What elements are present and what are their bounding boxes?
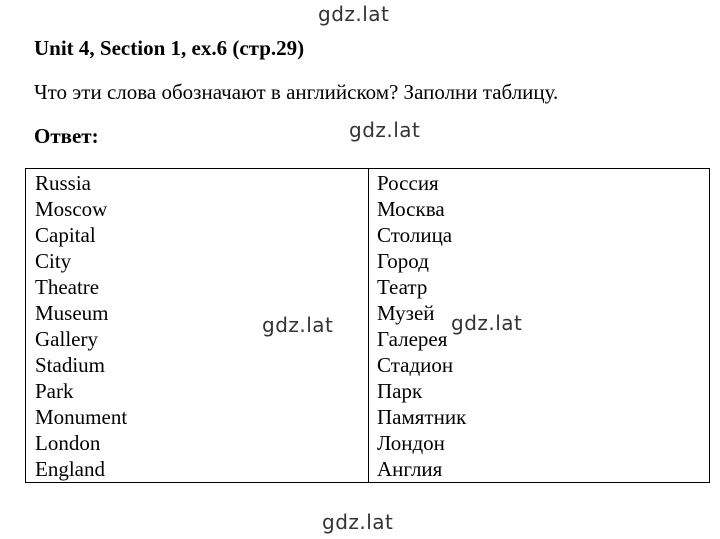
- russian-word: Памятник: [377, 405, 467, 429]
- english-word: City: [35, 249, 72, 273]
- russian-word: Россия: [377, 171, 439, 195]
- russian-word: Лондон: [377, 431, 445, 455]
- russian-word: Англия: [377, 457, 443, 481]
- watermark-mid-left: gdz.lat: [262, 313, 334, 337]
- english-word: Theatre: [35, 275, 100, 299]
- english-word: Museum: [35, 301, 109, 325]
- translation-table: [25, 168, 710, 483]
- russian-word: Москва: [377, 197, 445, 221]
- exercise-instruction: Что эти слова обозначают в английском? Заполни таблицу.: [34, 80, 559, 104]
- russian-column: [369, 169, 709, 482]
- russian-word: Стадион: [377, 353, 454, 377]
- english-word: Gallery: [35, 327, 98, 351]
- english-word: England: [35, 457, 105, 481]
- watermark-answer: gdz.lat: [349, 118, 421, 142]
- english-word: Capital: [35, 223, 96, 247]
- english-word: Stadium: [35, 353, 106, 377]
- russian-word: Театр: [377, 275, 428, 299]
- russian-word: Музей: [377, 301, 435, 325]
- russian-word: Столица: [377, 223, 453, 247]
- english-word: Park: [35, 379, 74, 403]
- answer-label: Ответ:: [34, 124, 99, 148]
- russian-word: Город: [377, 249, 429, 273]
- russian-word: Парк: [377, 379, 423, 403]
- english-word: London: [35, 431, 101, 455]
- exercise-title: Unit 4, Section 1, ex.6 (стр.29): [34, 36, 305, 60]
- english-word: Russia: [35, 171, 92, 195]
- english-word: Monument: [35, 405, 128, 429]
- english-word: Moscow: [35, 197, 108, 221]
- watermark-mid-right: gdz.lat: [451, 311, 523, 335]
- watermark-bottom: gdz.lat: [322, 510, 394, 534]
- russian-word: Галерея: [377, 327, 448, 351]
- watermark-top: gdz.lat: [318, 2, 390, 26]
